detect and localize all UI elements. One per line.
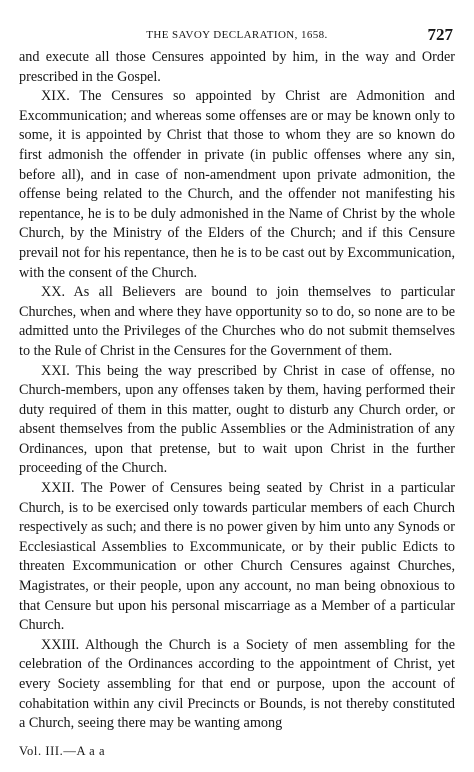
paragraph-section-xxii: XXII. The Power of Censures being seated by Christ in a particular Church, is to be exercised only towards particular members of each Church respectively as such; and there is no power given by him unto any Synods or Ecclesiastical Assemblies to Excommunicate, or by their public Edicts to threaten Excommunication or other Church Censures against Churches, Magistrates, or their people, upon any account, no man being obnoxious to that Censure but upon his personal miscarriage as a Member of a particular Church.	[19, 480, 455, 634]
paragraph-section-xx: XX. As all Believers are bound to join themselves to particular Churches, when and where they have opportunity so to do, so none are to be admitted unto the Privileges of the Churches who do not submit themselves to the Rule of Christ in the Censures for the Government of them.	[19, 284, 455, 359]
paragraph-section-xxi: XXI. This being the way prescribed by Christ in case of offense, no Church-members, upon any offenses taken by them, having performed their duty required of them in this matter, ought to disturb any Church order, or absent themselves from the public Assemblies or the Administration of any Ordinances, upon that pretense, but to wait upon Christ in the further proceeding of the Church.	[19, 362, 455, 477]
page-header	[19, 18, 455, 44]
running-head: THE SAVOY DECLARATION, 1658.	[146, 29, 328, 41]
paragraph-section-xix: XIX. The Censures so appointed by Christ are Admonition and Excommunication; and whereas some offenses are or may be known only to some, it is appointed by Christ that those to whom they are so known do first admonish the offender in private (in public offenses where any sin, before all), and in case of non-amendment upon private admonition, the offense being related to the Church, and the offender not manifesting his repentance, he is to be duly admonished in the Name of Christ by the whole Church, by the Ministry of the Elders of the Church; and if this Censure prevail not for his repentance, then he is to be cast out by Excommunication, with the consent of the Church.	[19, 88, 455, 281]
signature-mark: Vol. III.—A a a	[19, 744, 106, 758]
page-number: 727	[427, 25, 453, 44]
body-text	[19, 48, 455, 734]
paragraph-section-xxiii: XXIII. Although the Church is a Society of men assembling for the celebration of the Ordinances according to the appointment of Christ, yet every Society assembling for that end or purpose, upon the account of cohabitation within any civil Precincts or Bounds, is not thereby constituted a Church, seeing there may be wanting among	[19, 636, 455, 732]
paragraph-continuation: and execute all those Censures appointed by him, in the way and Order prescribed in the Gospel.	[19, 49, 455, 85]
